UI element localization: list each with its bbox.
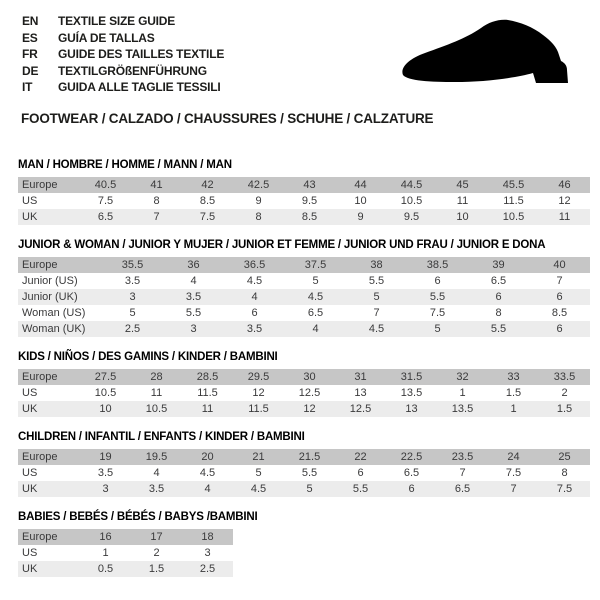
row-label-cell: UK bbox=[22, 403, 38, 415]
size-cell: 3.5 bbox=[246, 323, 263, 335]
table-title: BABIES / BEBÉS / BÉBÉS / BABYS /BAMBINI bbox=[18, 511, 258, 523]
size-cell: 5.5 bbox=[429, 291, 446, 303]
size-cell: 3 bbox=[102, 483, 109, 495]
language-label: GUIDE DES TAILLES TEXTILE bbox=[58, 47, 225, 61]
size-cell: 10.5 bbox=[145, 403, 168, 415]
size-cell: 17 bbox=[150, 531, 163, 543]
size-cell: 1 bbox=[102, 547, 109, 559]
table-row bbox=[18, 369, 590, 385]
size-cell: 6 bbox=[251, 307, 258, 319]
size-cell: 1 bbox=[510, 403, 517, 415]
table-title: MAN / HOMBRE / HOMME / MANN / MAN bbox=[18, 159, 232, 171]
size-cell: 12 bbox=[558, 195, 571, 207]
size-cell: 42 bbox=[201, 179, 214, 191]
row-label-cell: Woman (UK) bbox=[22, 323, 86, 335]
size-cell: 1.5 bbox=[556, 403, 573, 415]
size-cell: 9.5 bbox=[403, 211, 420, 223]
size-cell: 6 bbox=[556, 291, 563, 303]
size-cell: 1 bbox=[459, 387, 466, 399]
size-cell: 10.5 bbox=[502, 211, 525, 223]
size-cell: 5.5 bbox=[352, 483, 369, 495]
language-label: GUÍA DE TALLAS bbox=[58, 30, 155, 45]
size-cell: 23.5 bbox=[451, 451, 474, 463]
size-cell: 5.5 bbox=[185, 307, 202, 319]
size-cell: 12.5 bbox=[349, 403, 372, 415]
size-cell: 2 bbox=[561, 387, 568, 399]
size-cell: 36 bbox=[187, 259, 200, 271]
size-cell: 6 bbox=[556, 323, 563, 335]
table-row bbox=[18, 305, 590, 321]
size-cell: 11 bbox=[558, 211, 571, 223]
size-cell: 40 bbox=[553, 259, 566, 271]
size-cell: 1.5 bbox=[505, 387, 522, 399]
table-title: KIDS / NIÑOS / DES GAMINS / KINDER / BAMBINI bbox=[18, 351, 278, 363]
language-row bbox=[22, 13, 224, 30]
size-cell: 7.5 bbox=[556, 483, 573, 495]
size-cell: 5.5 bbox=[301, 467, 318, 479]
size-cell: 7 bbox=[556, 275, 563, 287]
size-cell: 5.5 bbox=[490, 323, 507, 335]
size-cell: 7.5 bbox=[505, 467, 522, 479]
size-cell: 25 bbox=[558, 451, 571, 463]
size-cell: 44 bbox=[354, 179, 367, 191]
size-cell: 2 bbox=[153, 547, 160, 559]
size-cell: 5 bbox=[306, 483, 313, 495]
size-cell: 6 bbox=[434, 275, 441, 287]
size-table-section bbox=[18, 431, 590, 497]
size-table-section bbox=[18, 511, 590, 577]
table-row bbox=[18, 529, 233, 545]
row-label-cell: Europe bbox=[22, 531, 58, 543]
size-cell: 12 bbox=[303, 403, 316, 415]
size-cell: 24 bbox=[507, 451, 520, 463]
category-line: FOOTWEAR / CALZADO / CHAUSSURES / SCHUHE / CALZATURE bbox=[21, 111, 434, 126]
size-cell: 13.5 bbox=[400, 387, 423, 399]
table-row bbox=[18, 545, 233, 561]
size-cell: 6 bbox=[408, 483, 415, 495]
size-cell: 9 bbox=[357, 211, 364, 223]
size-cell: 11 bbox=[201, 403, 214, 415]
size-cell: 10 bbox=[456, 211, 469, 223]
size-cell: 3 bbox=[129, 291, 136, 303]
size-cell: 3 bbox=[190, 323, 197, 335]
size-cell: 28 bbox=[150, 371, 163, 383]
size-cell: 29.5 bbox=[247, 371, 270, 383]
row-label-cell: UK bbox=[22, 563, 38, 575]
size-table bbox=[18, 257, 590, 337]
size-cell: 28.5 bbox=[196, 371, 219, 383]
row-label-cell: Woman (US) bbox=[22, 307, 86, 319]
language-row bbox=[22, 79, 224, 96]
language-label: GUIDA ALLE TAGLIE TESSILI bbox=[58, 80, 221, 94]
size-table bbox=[18, 449, 590, 497]
table-row bbox=[18, 385, 590, 401]
size-cell: 6.5 bbox=[307, 307, 324, 319]
size-cell: 7.5 bbox=[199, 211, 216, 223]
size-cell: 11 bbox=[456, 195, 469, 207]
table-row bbox=[18, 177, 590, 193]
size-cell: 3.5 bbox=[97, 467, 114, 479]
size-cell: 32 bbox=[456, 371, 469, 383]
size-cell: 37.5 bbox=[304, 259, 327, 271]
size-cell: 42.5 bbox=[247, 179, 270, 191]
size-cell: 4.5 bbox=[199, 467, 216, 479]
row-label-cell: US bbox=[22, 467, 38, 479]
size-cell: 1.5 bbox=[148, 563, 165, 575]
language-row bbox=[22, 63, 224, 80]
size-cell: 10 bbox=[354, 195, 367, 207]
size-cell: 5 bbox=[312, 275, 319, 287]
size-cell: 2.5 bbox=[124, 323, 141, 335]
size-cell: 4.5 bbox=[246, 275, 263, 287]
row-label-cell: Europe bbox=[22, 451, 58, 463]
table-row bbox=[18, 209, 590, 225]
size-cell: 7 bbox=[153, 211, 160, 223]
size-cell: 7.5 bbox=[97, 195, 114, 207]
size-table-section bbox=[18, 239, 590, 337]
size-cell: 8.5 bbox=[301, 211, 318, 223]
language-code: IT bbox=[22, 80, 33, 94]
size-cell: 7 bbox=[510, 483, 517, 495]
shoe-icon bbox=[395, 17, 585, 99]
size-table-section bbox=[18, 351, 590, 417]
size-cell: 7 bbox=[459, 467, 466, 479]
language-list bbox=[22, 13, 224, 96]
size-cell: 18 bbox=[201, 531, 214, 543]
size-cell: 8.5 bbox=[199, 195, 216, 207]
table-row bbox=[18, 289, 590, 305]
row-label-cell: UK bbox=[22, 211, 38, 223]
size-cell: 19.5 bbox=[145, 451, 168, 463]
language-code: FR bbox=[22, 47, 38, 61]
table-row bbox=[18, 273, 590, 289]
size-cell: 6.5 bbox=[403, 467, 420, 479]
table-row bbox=[18, 321, 590, 337]
size-cell: 13 bbox=[405, 403, 418, 415]
table-row bbox=[18, 193, 590, 209]
size-cell: 27.5 bbox=[94, 371, 117, 383]
size-cell: 4 bbox=[190, 275, 197, 287]
size-cell: 11.5 bbox=[197, 387, 218, 399]
size-cell: 21 bbox=[252, 451, 265, 463]
size-cell: 3.5 bbox=[148, 483, 165, 495]
size-cell: 6.5 bbox=[97, 211, 114, 223]
size-cell: 33.5 bbox=[553, 371, 576, 383]
size-cell: 9.5 bbox=[301, 195, 318, 207]
size-cell: 4 bbox=[312, 323, 319, 335]
size-cell: 11.5 bbox=[248, 403, 269, 415]
language-label: TEXTILGRÖßENFÜHRUNG bbox=[58, 63, 207, 78]
size-cell: 6 bbox=[357, 467, 364, 479]
size-cell: 36.5 bbox=[243, 259, 266, 271]
size-cell: 45.5 bbox=[502, 179, 525, 191]
table-title: CHILDREN / INFANTIL / ENFANTS / KINDER / BAMBINI bbox=[18, 431, 305, 443]
size-cell: 6.5 bbox=[454, 483, 471, 495]
row-label-cell: US bbox=[22, 195, 38, 207]
size-cell: 4 bbox=[153, 467, 160, 479]
size-cell: 8 bbox=[255, 211, 262, 223]
size-cell: 6.5 bbox=[490, 275, 507, 287]
table-row bbox=[18, 481, 590, 497]
size-cell: 0.5 bbox=[97, 563, 114, 575]
row-label-cell: Europe bbox=[22, 259, 58, 271]
size-cell: 12 bbox=[252, 387, 265, 399]
size-cell: 16 bbox=[99, 531, 112, 543]
size-cell: 11.5 bbox=[503, 195, 524, 207]
size-table bbox=[18, 369, 590, 417]
size-cell: 4.5 bbox=[307, 291, 324, 303]
size-table bbox=[18, 177, 590, 225]
language-code: ES bbox=[22, 30, 38, 45]
size-cell: 22.5 bbox=[400, 451, 423, 463]
size-cell: 5 bbox=[129, 307, 136, 319]
size-cell: 5 bbox=[373, 291, 380, 303]
size-cell: 4.5 bbox=[368, 323, 385, 335]
size-cell: 31.5 bbox=[400, 371, 423, 383]
size-cell: 43 bbox=[303, 179, 316, 191]
size-cell: 2.5 bbox=[199, 563, 216, 575]
size-cell: 4 bbox=[204, 483, 211, 495]
size-cell: 22 bbox=[354, 451, 367, 463]
language-row bbox=[22, 46, 224, 63]
table-row bbox=[18, 401, 590, 417]
size-cell: 11 bbox=[150, 387, 163, 399]
size-cell: 45 bbox=[456, 179, 469, 191]
row-label-cell: US bbox=[22, 387, 38, 399]
table-row bbox=[18, 449, 590, 465]
size-cell: 4 bbox=[251, 291, 258, 303]
row-label-cell: Junior (US) bbox=[22, 275, 78, 287]
size-cell: 31 bbox=[354, 371, 367, 383]
size-cell: 10.5 bbox=[400, 195, 423, 207]
row-label-cell: UK bbox=[22, 483, 38, 495]
size-cell: 6 bbox=[495, 291, 502, 303]
size-tables bbox=[18, 126, 590, 577]
size-cell: 3.5 bbox=[185, 291, 202, 303]
row-label-cell: Europe bbox=[22, 179, 58, 191]
size-cell: 5 bbox=[434, 323, 441, 335]
size-cell: 20 bbox=[201, 451, 214, 463]
size-cell: 10 bbox=[99, 403, 112, 415]
language-code: EN bbox=[22, 14, 39, 28]
size-cell: 4.5 bbox=[250, 483, 267, 495]
size-cell: 8.5 bbox=[551, 307, 568, 319]
language-row bbox=[22, 30, 224, 47]
size-cell: 5.5 bbox=[368, 275, 385, 287]
size-table-section bbox=[18, 159, 590, 225]
table-row bbox=[18, 561, 233, 577]
row-label-cell: Junior (UK) bbox=[22, 291, 78, 303]
language-code: DE bbox=[22, 63, 39, 78]
size-cell: 40.5 bbox=[94, 179, 117, 191]
size-cell: 13 bbox=[354, 387, 367, 399]
size-cell: 38 bbox=[370, 259, 383, 271]
size-cell: 8 bbox=[495, 307, 502, 319]
table-row bbox=[18, 465, 590, 481]
table-row bbox=[18, 257, 590, 273]
size-cell: 38.5 bbox=[426, 259, 449, 271]
size-cell: 12.5 bbox=[298, 387, 321, 399]
size-cell: 9 bbox=[255, 195, 262, 207]
size-cell: 7 bbox=[373, 307, 380, 319]
size-cell: 44.5 bbox=[400, 179, 423, 191]
size-cell: 5 bbox=[255, 467, 262, 479]
size-cell: 35.5 bbox=[121, 259, 144, 271]
size-table bbox=[18, 529, 233, 577]
size-cell: 8 bbox=[153, 195, 160, 207]
size-cell: 3.5 bbox=[124, 275, 141, 287]
row-label-cell: US bbox=[22, 547, 38, 559]
size-cell: 8 bbox=[561, 467, 568, 479]
row-label-cell: Europe bbox=[22, 371, 58, 383]
size-cell: 33 bbox=[507, 371, 520, 383]
size-cell: 41 bbox=[150, 179, 163, 191]
size-cell: 10.5 bbox=[94, 387, 117, 399]
size-cell: 30 bbox=[303, 371, 316, 383]
size-cell: 46 bbox=[558, 179, 571, 191]
size-cell: 19 bbox=[99, 451, 112, 463]
size-cell: 3 bbox=[204, 547, 211, 559]
language-label: TEXTILE SIZE GUIDE bbox=[58, 14, 176, 28]
size-cell: 13.5 bbox=[451, 403, 474, 415]
size-cell: 7.5 bbox=[429, 307, 446, 319]
size-cell: 39 bbox=[492, 259, 505, 271]
table-title: JUNIOR & WOMAN / JUNIOR Y MUJER / JUNIOR ET FEMME / JUNIOR UND FRAU / JUNIOR E DONA bbox=[18, 239, 546, 251]
size-cell: 21.5 bbox=[298, 451, 321, 463]
